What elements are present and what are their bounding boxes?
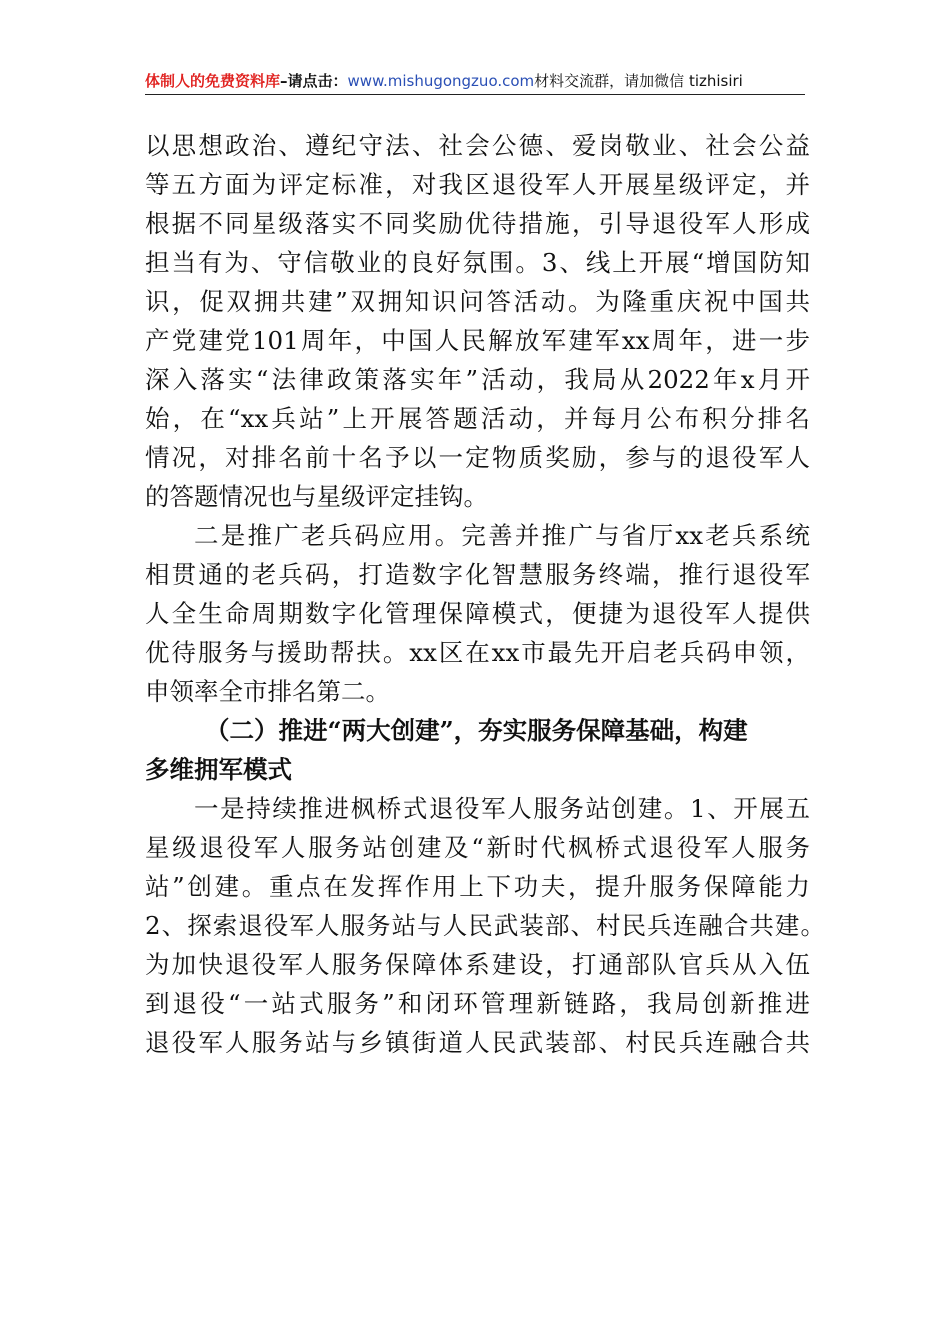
text-line: 退役军人服务站与乡镇街道人民武装部、村民兵连融合共 — [145, 1028, 810, 1057]
text-line: 到退役“一站式服务”和闭环管理新链路，我局创新推进 — [145, 989, 810, 1018]
text-line: 站”创建。重点在发挥作用上下功夫，提升服务保障能力 — [145, 872, 810, 901]
text-line: 一是持续推进枫桥式退役军人服务站创建。1、开展五 — [194, 794, 810, 823]
text-line: 二是推广老兵码应用。完善并推广与省厅xx老兵系统 — [194, 521, 810, 550]
text-line: 情况，对排名前十名予以一定物质奖励，参与的退役军人 — [145, 443, 810, 472]
text-line: 始，在“xx兵站”上开展答题活动，并每月公布积分排名 — [145, 404, 810, 433]
text-line: 星级退役军人服务站创建及“新时代枫桥式退役军人服务 — [145, 833, 810, 862]
text-line: 深入落实“法律政策落实年”活动，我局从2022年x月开 — [145, 365, 810, 394]
text-line: 申领率全市排名第二。 — [145, 677, 390, 706]
text-line: 等五方面为评定标准，对我区退役军人开展星级评定，并 — [145, 170, 810, 199]
header-link[interactable]: www.mishugongzuo.com — [347, 72, 535, 90]
text-line: 优待服务与援助帮扶。xx区在xx市最先开启老兵码申领， — [145, 638, 810, 667]
section-heading: （二）推进“两大创建”，夯实服务保障基础，构建 — [205, 716, 748, 745]
document-body — [145, 126, 825, 1062]
text-line: 的答题情况也与星级评定挂钩。 — [145, 482, 488, 511]
text-line: 根据不同星级落实不同奖励优待措施，引导退役军人形成 — [145, 209, 810, 238]
text-line: 担当有为、守信敬业的良好氛围。3、线上开展“增国防知 — [145, 248, 810, 277]
text-line: 产党建党101周年，中国人民解放军建军xx周年，进一步 — [145, 326, 810, 355]
page-header — [145, 68, 805, 95]
header-contact: 材料交流群，请加微信 tizhisiri — [534, 72, 743, 90]
text-line: 识，促双拥共建”双拥知识问答活动。为隆重庆祝中国共 — [145, 287, 810, 316]
text-line: 以思想政治、遵纪守法、社会公德、爱岗敬业、社会公益 — [145, 131, 810, 160]
section-heading: 多维拥军模式 — [145, 755, 292, 784]
text-line: 2、探索退役军人服务站与人民武装部、村民兵连融合共建。 — [145, 911, 825, 940]
text-line: 为加快退役军人服务保障体系建设，打通部队官兵从入伍 — [145, 950, 810, 979]
text-line: 人全生命周期数字化管理保障模式，便捷为退役军人提供 — [145, 599, 810, 628]
header-prompt: –请点击： — [280, 72, 348, 90]
header-brand: 体制人的免费资料库 — [145, 72, 281, 90]
text-line: 相贯通的老兵码，打造数字化智慧服务终端，推行退役军 — [145, 560, 810, 589]
